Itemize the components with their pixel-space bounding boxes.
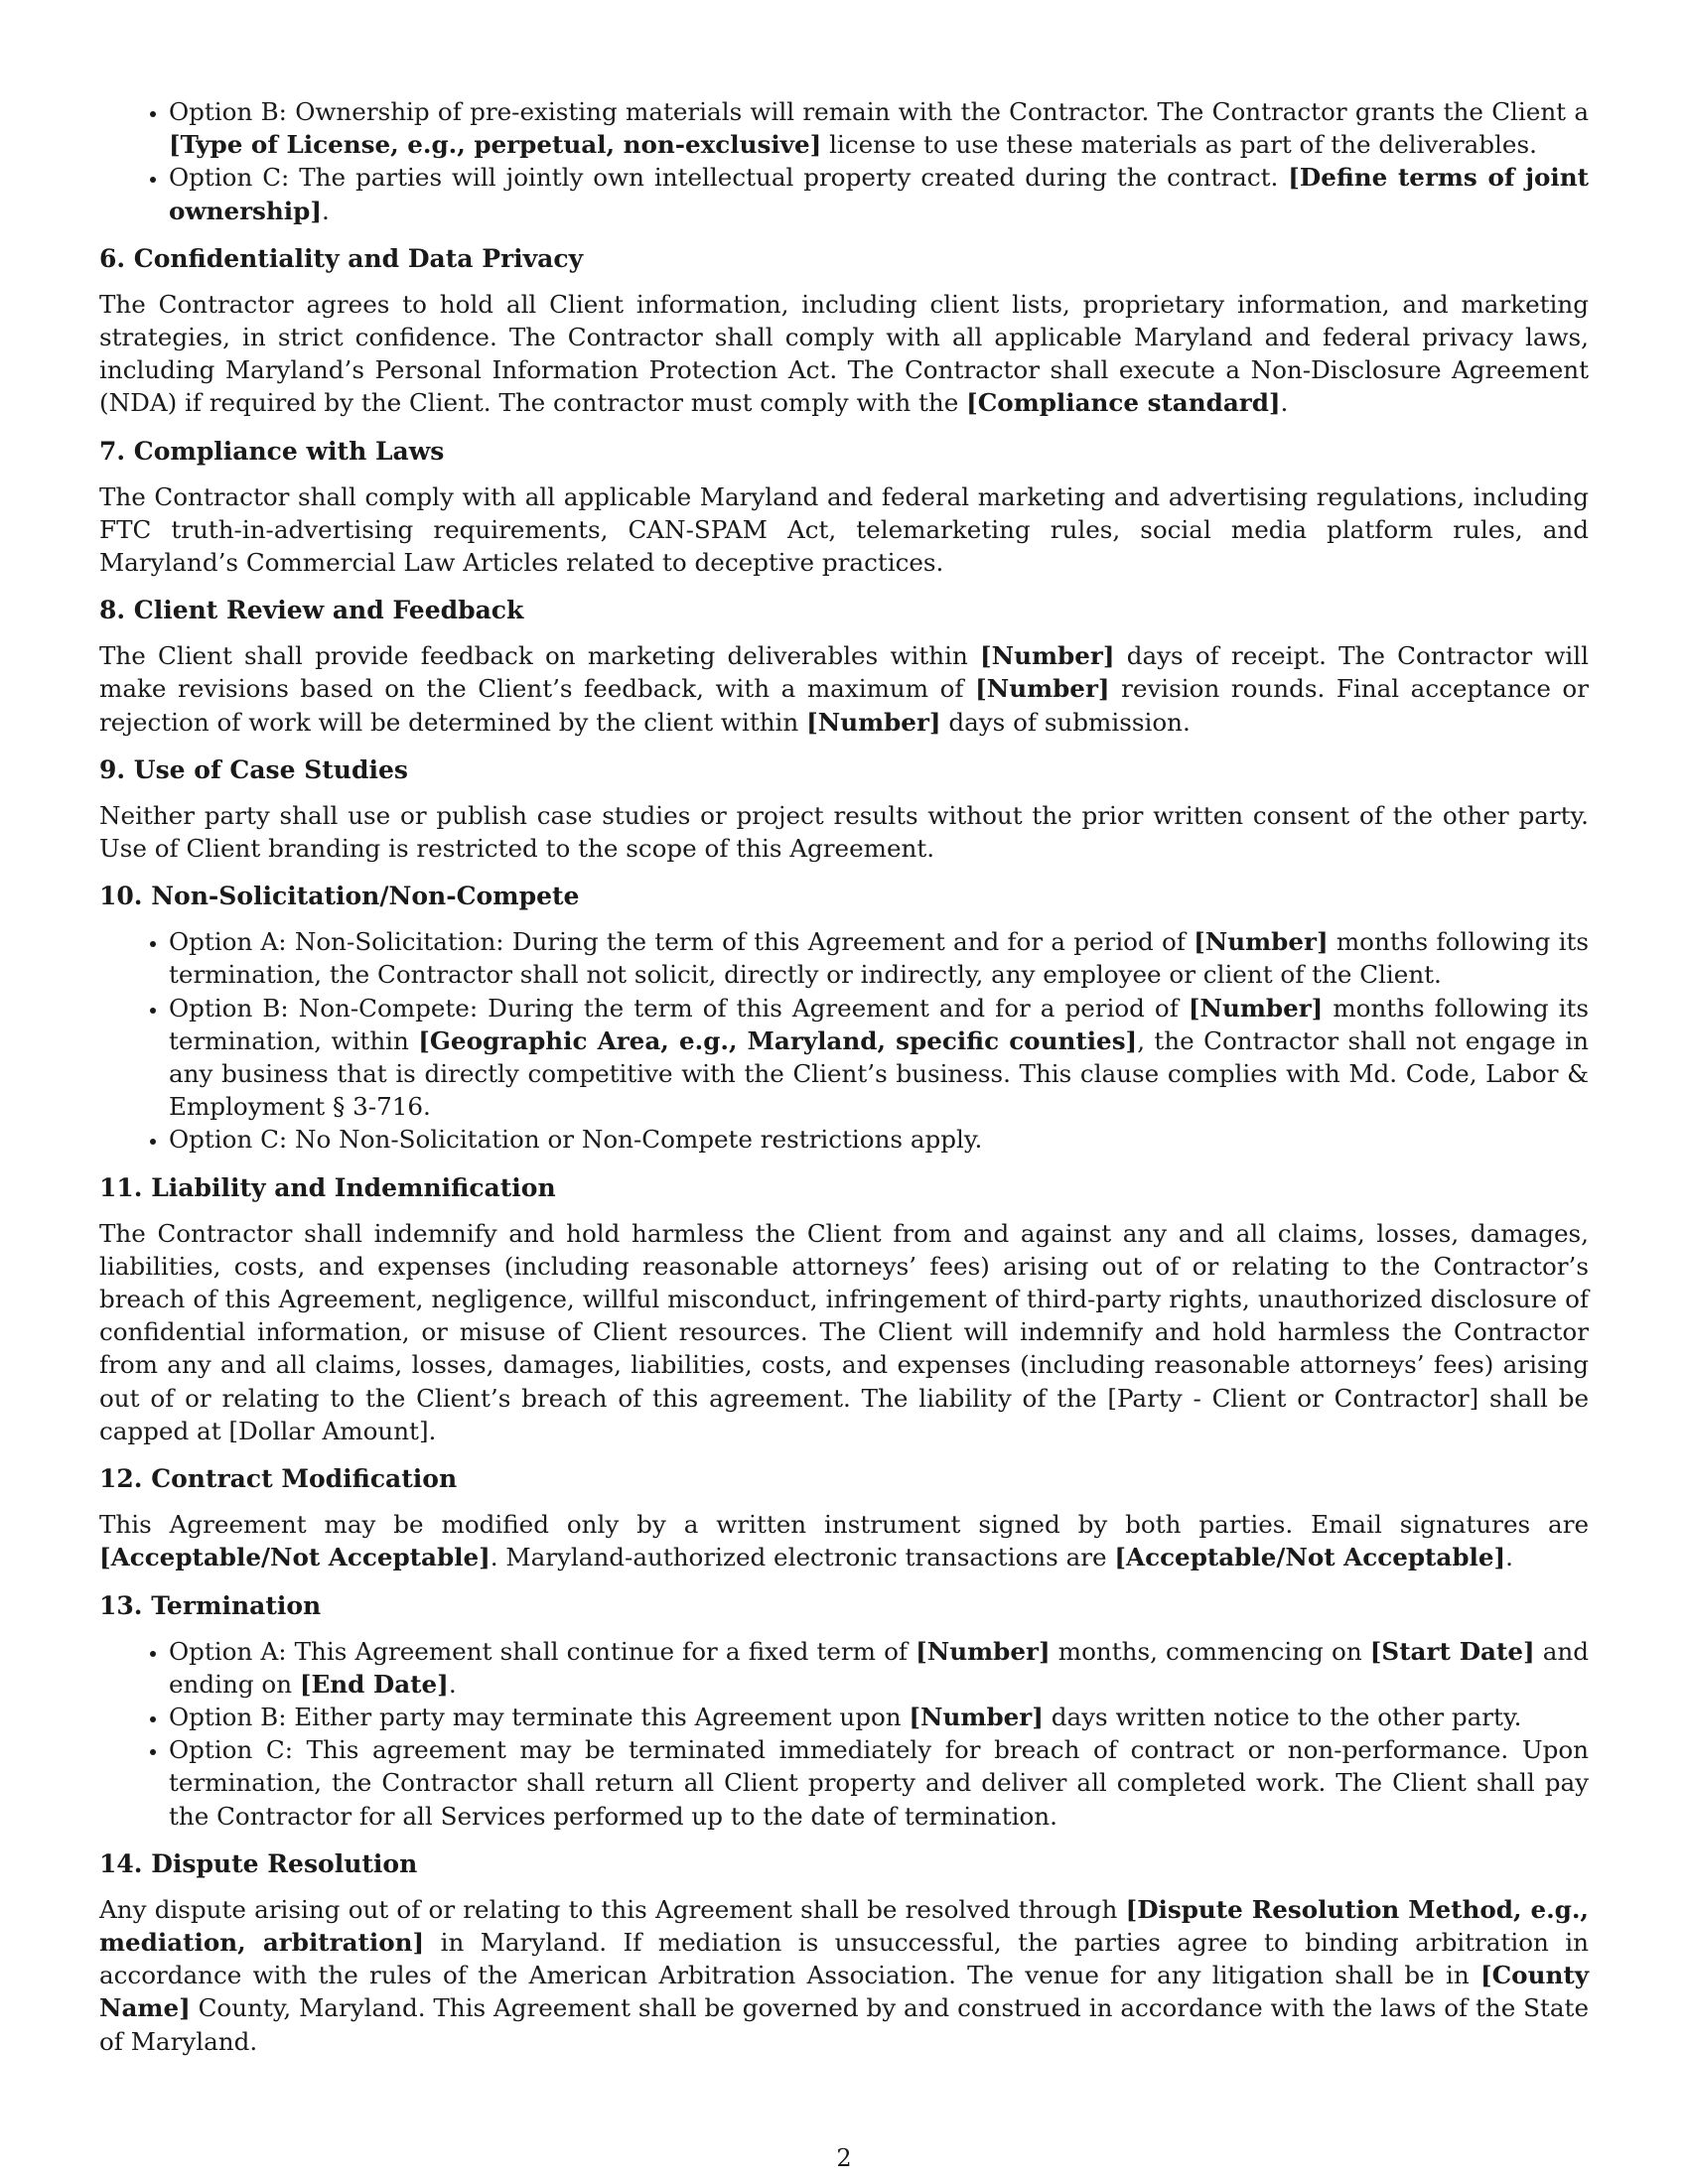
list-item: • Option C: This agreement may be terminated immediately for breach of contract or non-performance. Upon termination, the Contractor shall return all Client property and deliver all completed work. The Client shall pay the Contractor for all Services performed up to the date of termination. <box>169 1733 1589 1833</box>
list-item: • Option A: Non-Solicitation: During the term of this Agreement and for a period of [Number] months following its termination, the Contractor shall not solicit, directly or indirectly, any employee or client of the Client. <box>169 925 1589 991</box>
section-heading-termination: 13. Termination <box>99 1590 322 1620</box>
page-number: 2 <box>836 2144 852 2172</box>
ip-options-list <box>99 95 1589 227</box>
list-item: • Option C: The parties will jointly own intellectual property created during the contract. [Define terms of joint ownership]. <box>169 161 1589 226</box>
list-item: • Option B: Ownership of pre-existing materials will remain with the Contractor. The Contractor grants the Client a [Type of License, e.g., perpetual, non-exclusive] license to use these materials as part of the deliverables. <box>169 95 1589 161</box>
section-body-dispute: Any dispute arising out of or relating to this Agreement shall be resolved through [Dispute Resolution Method, e.g., mediation, arbitration] in Maryland. If mediation is unsuccessful, the parties agree to binding arbitration in accordance with the rules of the American Arbitration Association. The venue for any litigation shall be in [County Name] County, Maryland. This Agreement shall be governed by and construed in accordance with the laws of the State of Maryland. <box>99 1894 1589 2056</box>
section-body-case-studies: Neither party shall use or publish case studies or project results without the prior written consent of the other party. Use of Client branding is restricted to the scope of this Agreement. <box>99 800 1589 864</box>
section-heading-dispute: 14. Dispute Resolution <box>99 1848 418 1878</box>
section-body-modification: This Agreement may be modified only by a written instrument signed by both parties. Email signatures are [Acceptable/Not Acceptable]. Maryland-authorized electronic transactions are [Acceptable/Not Acceptable]. <box>99 1510 1589 1572</box>
section-body-review: The Client shall provide feedback on marketing deliverables within [Number] days of receipt. The Contractor will make revisions based on the Client’s feedback, with a maximum of [Number] revision rounds. Final acceptance or rejection of work will be determined by the client within [Number] days of submission. <box>99 641 1589 737</box>
section-body-confidentiality: The Contractor agrees to hold all Client information, including client lists, proprietary information, and marketing strategies, in strict confidence. The Contractor shall comply with all applicable Maryland and federal privacy laws, including Maryland’s Personal Information Protection Act. The Contractor shall execute a Non-Disclosure Agreement (NDA) if required by the Client. The contractor must comply with the [Compliance standard]. <box>99 289 1589 418</box>
section-heading-confidentiality: 6. Confidentiality and Data Privacy <box>99 243 584 273</box>
list-item: • Option C: No Non-Solicitation or Non-Compete restrictions apply. <box>169 1123 1589 1156</box>
non-compete-options-list <box>99 925 1589 1156</box>
section-heading-non-compete: 10. Non-Solicitation/Non-Compete <box>99 882 580 911</box>
list-item: • Option A: This Agreement shall continue for a fixed term of [Number] months, commencing on [Start Date] and ending on [End Date]. <box>169 1635 1589 1701</box>
section-heading-review: 8. Client Review and Feedback <box>99 596 524 625</box>
section-heading-liability: 11. Liability and Indemnification <box>99 1172 556 1202</box>
section-body-liability: The Contractor shall indemnify and hold harmless the Client from and against any and all claims, losses, damages, liabilities, costs, and expenses (including reasonable attorneys’ fees) arising out of or relating to the Contractor’s breach of this Agreement, negligence, willful misconduct, infringement of third-party rights, unauthorized disclosure of confidential information, or misuse of Client resources. The Client will indemnify and hold harmless the Contractor from any and all claims, losses, damages, liabilities, costs, and expenses (including reasonable attorneys’ fees) arising out of or relating to the Client’s breach of this agreement. The liability of the [Party - Client or Contractor] shall be capped at [Dollar Amount]. <box>99 1218 1589 1445</box>
list-item: • Option B: Non-Compete: During the term of this Agreement and for a period of [Number] months following its termination, within [Geographic Area, e.g., Maryland, specific counties], the Contractor shall not engage in any business that is directly competitive with the Client’s business. This clause complies with Md. Code, Labor & Employment § 3-716. <box>169 992 1589 1124</box>
list-item: • Option B: Either party may terminate this Agreement upon [Number] days written notice to the other party. <box>169 1701 1589 1733</box>
section-heading-case-studies: 9. Use of Case Studies <box>99 754 408 784</box>
document-page <box>99 95 1589 2058</box>
termination-options-list <box>99 1635 1589 1833</box>
section-body-compliance: The Contractor shall comply with all applicable Maryland and federal marketing and advertising regulations, including FTC truth-in-advertising requirements, CAN-SPAM Act, telemarketing rules, social media platform rules, and Maryland’s Commercial Law Articles related to deceptive practices. <box>99 481 1589 578</box>
section-heading-modification: 12. Contract Modification <box>99 1464 458 1494</box>
section-heading-compliance: 7. Compliance with Laws <box>99 436 445 466</box>
